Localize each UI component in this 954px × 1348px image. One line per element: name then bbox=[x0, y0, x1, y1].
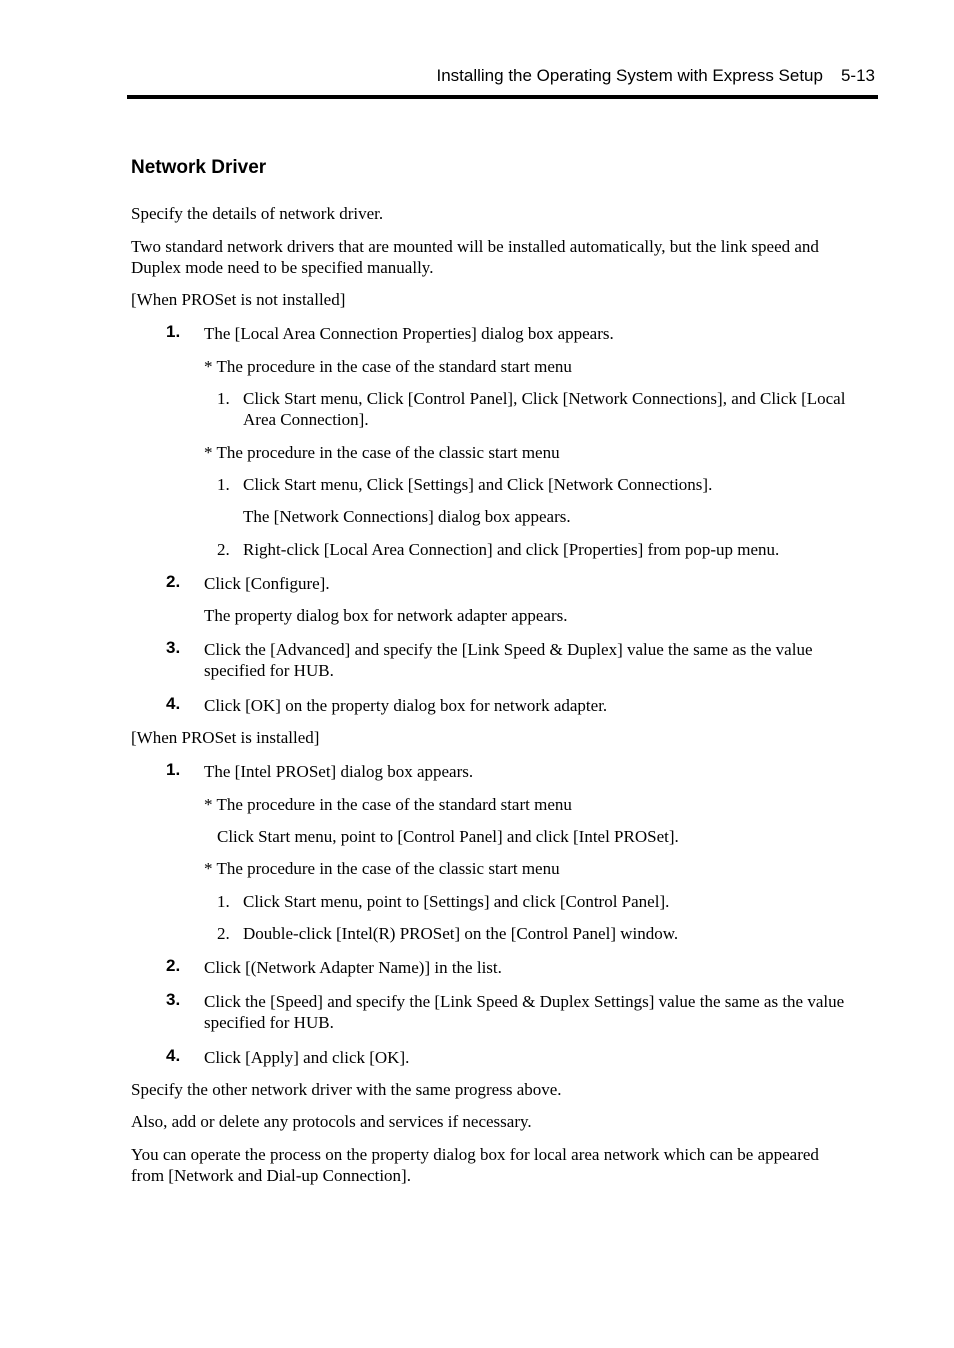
part2-step2-text: Click [(Network Adapter Name)] in the list. bbox=[204, 958, 502, 977]
part2-classic-item2-text: Double-click [Intel(R) PROSet] on the [Control Panel] window. bbox=[243, 924, 679, 943]
part1-step2-text: Click [Configure]. bbox=[204, 574, 330, 593]
part1-classic-item2-number: 2. bbox=[217, 540, 230, 559]
part2-step4-number: 4. bbox=[166, 1046, 181, 1065]
part2-classic-note: * The procedure in the case of the classic start menu bbox=[204, 859, 560, 878]
part2-label: [When PROSet is installed] bbox=[131, 728, 320, 747]
part1-step2-number: 2. bbox=[166, 572, 181, 591]
closing-paragraph-1: Specify the other network driver with the same progress above. bbox=[131, 1080, 562, 1099]
part1-classic-note: * The procedure in the case of the classic start menu bbox=[204, 443, 560, 462]
part1-step1-number: 1. bbox=[166, 322, 181, 341]
part1-label: [When PROSet is not installed] bbox=[131, 290, 346, 309]
part2-standard-note: * The procedure in the case of the standard start menu bbox=[204, 795, 572, 814]
part1-classic-item1-text: Click Start menu, Click [Settings] and Click [Network Connections]. bbox=[243, 475, 713, 494]
part1-classic-item1-number: 1. bbox=[217, 475, 230, 494]
part1-step4-number: 4. bbox=[166, 694, 181, 713]
part1-standard-note: * The procedure in the case of the standard start menu bbox=[204, 357, 572, 376]
part2-step2-number: 2. bbox=[166, 956, 181, 975]
part1-step3-number: 3. bbox=[166, 638, 181, 657]
part2-classic-item2-number: 2. bbox=[217, 924, 230, 943]
part1-classic-item2-text: Right-click [Local Area Connection] and click [Properties] from pop-up menu. bbox=[243, 540, 780, 559]
section-title: Network Driver bbox=[131, 157, 267, 178]
running-header bbox=[437, 66, 876, 86]
closing-paragraph-3: You can operate the process on the property dialog box for local area network which can be appeared from [Network and Dial-up Connection]. bbox=[131, 1145, 819, 1185]
part2-step1-text: The [Intel PROSet] dialog box appears. bbox=[204, 762, 474, 781]
part1-step1-text: The [Local Area Connection Properties] dialog box appears. bbox=[204, 324, 614, 343]
intro-paragraph-1: Specify the details of network driver. bbox=[131, 204, 384, 223]
header-rule bbox=[127, 95, 878, 99]
part1-step2-note: The property dialog box for network adapter appears. bbox=[204, 606, 568, 625]
intro-paragraph-2: Two standard network drivers that are mounted will be installed automatically, but the link speed and Duplex mode need to be specified manually. bbox=[131, 237, 819, 277]
part1-standard-item1-text: Click Start menu, Click [Control Panel], Click [Network Connections], and Click [Local Area Connection]. bbox=[243, 389, 846, 429]
header-title: Installing the Operating System with Express Setup bbox=[436, 66, 823, 85]
part1-step3-text: Click the [Advanced] and specify the [Link Speed & Duplex] value the same as the value specified for HUB. bbox=[204, 640, 813, 680]
part2-classic-item1-text: Click Start menu, point to [Settings] and click [Control Panel]. bbox=[243, 892, 670, 911]
part1-classic-item1-note: The [Network Connections] dialog box appears. bbox=[243, 507, 571, 526]
part2-step3-text: Click the [Speed] and specify the [Link Speed & Duplex Settings] value the same as the value specified for HUB. bbox=[204, 992, 845, 1032]
part2-step1-number: 1. bbox=[166, 760, 181, 779]
part1-standard-item1-number: 1. bbox=[217, 389, 230, 408]
part2-step3-number: 3. bbox=[166, 990, 181, 1009]
part2-standard-text: Click Start menu, point to [Control Panel] and click [Intel PROSet]. bbox=[217, 827, 679, 846]
part2-classic-item1-number: 1. bbox=[217, 892, 230, 911]
part1-step4-text: Click [OK] on the property dialog box for network adapter. bbox=[204, 696, 608, 715]
header-page-number: 5-13 bbox=[840, 66, 875, 85]
closing-paragraph-2: Also, add or delete any protocols and services if necessary. bbox=[131, 1112, 532, 1131]
part2-step4-text: Click [Apply] and click [OK]. bbox=[204, 1048, 410, 1067]
